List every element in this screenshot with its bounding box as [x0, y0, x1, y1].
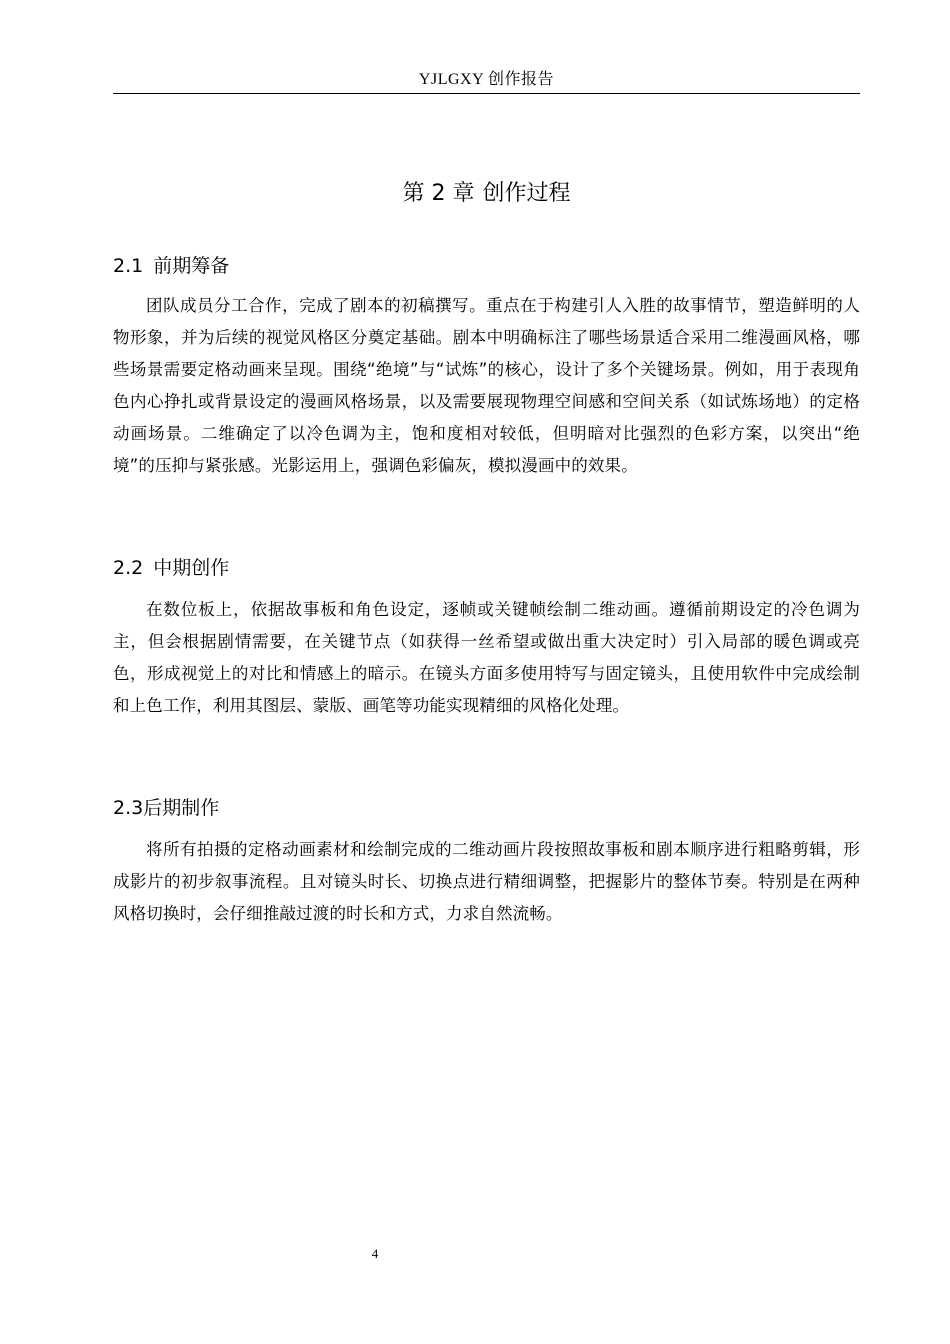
- section-number: 2.1: [113, 255, 144, 277]
- chapter-name: 创作过程: [482, 181, 571, 206]
- section-title: 中期创作: [153, 557, 230, 579]
- section-title: 前期筹备: [153, 255, 230, 277]
- header-rule: [113, 93, 860, 94]
- page-number: 4: [371, 1246, 379, 1261]
- section-number: 2.3: [113, 797, 144, 819]
- running-header: YJLGXY 创作报告: [418, 71, 555, 88]
- section-paragraph-2-2: 在数位板上，依据故事板和角色设定，逐帧或关键帧绘制二维动画。遵循前期设定的冷色调为主，但会根据剧情需要，在关键节点（如获得一丝希望或做出重大决定时）引入局部的暖色调或亮色，形成视觉上的对比和情感上的暗示。在镜头方面多使用特写与固定镜头，且使用软件中完成绘制和上色工作，利用其图层、蒙版、画笔等功能实现精细的风格化处理。: [113, 600, 860, 715]
- chapter-number: 第 2 章: [402, 181, 475, 206]
- section-heading-2-1: [113, 253, 860, 279]
- chapter-title: [113, 180, 860, 208]
- section-heading-2-2: [113, 555, 860, 581]
- section-paragraph-2-1: 团队成员分工合作，完成了剧本的初稿撰写。重点在于构建引人入胜的故事情节，塑造鲜明的人物形象，并为后续的视觉风格区分奠定基础。剧本中明确标注了哪些场景适合采用二维漫画风格，哪些场景需要定格动画来呈现。围绕“绝境”与“试炼”的核心，设计了多个关键场景。例如，用于表现角色内心挣扎或背景设定的漫画风格场景，以及需要展现物理空间感和空间关系（如试炼场地）的定格动画场景。二维确定了以冷色调为主，饱和度相对较低，但明暗对比强烈的色彩方案，以突出“绝境”的压抑与紧张感。光影运用上，强调色彩偏灰，模拟漫画中的效果。: [113, 296, 860, 475]
- section-paragraph-2-3: 将所有拍摄的定格动画素材和绘制完成的二维动画片段按照故事板和剧本顺序进行粗略剪辑，形成影片的初步叙事流程。且对镜头时长、切换点进行精细调整，把握影片的整体节奏。特别是在两种风格切换时，会仔细推敲过渡的时长和方式，力求自然流畅。: [113, 840, 860, 923]
- section-heading-2-3: [113, 795, 860, 821]
- section-title: 后期制作: [143, 797, 220, 819]
- section-number: 2.2: [113, 557, 144, 579]
